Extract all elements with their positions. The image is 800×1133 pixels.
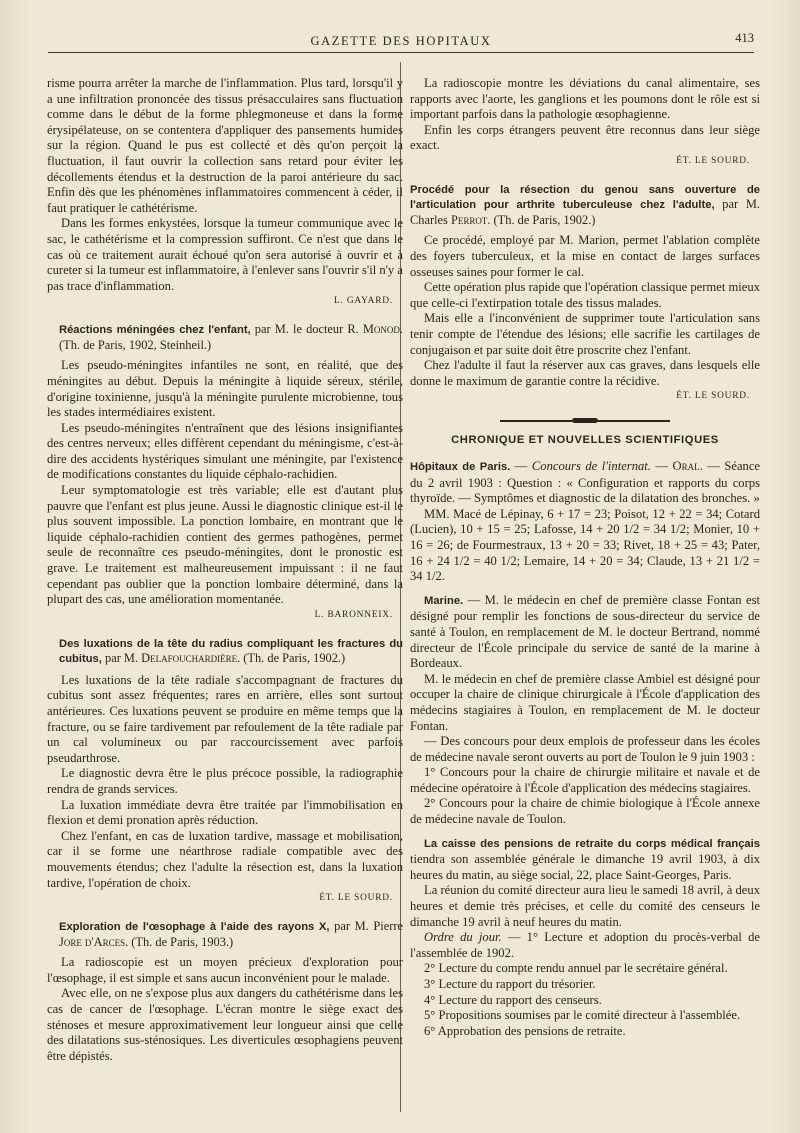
section-ornament bbox=[500, 417, 670, 425]
news-subtitle: Concours de l'internat. bbox=[531, 459, 651, 473]
page-header bbox=[48, 30, 754, 53]
news-item-hopitaux: Hôpitaux de Paris. — Concours de l'internat. — Oral. — Séance du 2 avril 1903 : Question : « Configuration et rapports du corps thyroïde. — Symptômes et diagnostic de la dilatation des bronches. » bbox=[410, 459, 761, 506]
article-author-prefix: par M. Pierre bbox=[334, 919, 403, 934]
article-author-prefix: par M. Charles bbox=[410, 197, 760, 227]
article-source: . (Th. de Paris, 1902.) bbox=[237, 651, 346, 666]
article-author-prefix: par M. bbox=[105, 651, 142, 666]
paragraph: La réunion du comité directeur aura lieu le samedi 18 avril, à deux heures et demie très précises, et celle du comité des censeurs le dimanche 19 avril à neuf heures du matin. bbox=[410, 883, 760, 929]
author-signature: L. BARONNEIX. bbox=[314, 609, 393, 620]
agenda-item: 5° Propositions soumises par le comité directeur à l'assemblée. bbox=[424, 1008, 741, 1023]
news-lead: Hôpitaux de Paris. bbox=[410, 461, 511, 473]
article-title: Réactions méningées chez l'enfant, bbox=[59, 324, 251, 337]
paragraph: — Des concours pour deux emplois de professeur dans les écoles de médecine navale seront ouverts au port de Toulon le 9 juin 1903 : bbox=[410, 734, 760, 764]
right-column bbox=[410, 76, 760, 1039]
paragraph: MM. Macé de Lépinay, 6 + 17 = 23; Poisot, 12 + 22 = 34; Cotard (Lucien), 10 + 15 = 25; Lafosse, 14 + 20 1/2 = 34 1/2; Monier, 10 + 16 = 26; de Fourmestraux, 13 + 20 = 33; Rivet, 18 + 25 = 43; Pater, 16 + 24 1/2 = 40 1/2; Lemaire, 14 + 20 = 34; Claude, 13 + 21 1/2 = 34 1/2. bbox=[410, 506, 760, 584]
news-text: Séance du 2 avril 1903 : Question : « Configuration et rapports du corps thyroïde. — Symptômes et diagnostic de la dilatation des bronches. » bbox=[410, 459, 761, 506]
paragraph: Enfin les corps étrangers peuvent être reconnus dans leur siège exact. bbox=[410, 122, 760, 153]
agenda-item: 4° Lecture du rapport des censeurs. bbox=[424, 992, 602, 1007]
left-column bbox=[47, 76, 403, 1064]
article-source: . (Th. de Paris, 1902, Steinheil.) bbox=[59, 322, 403, 352]
paragraph: 1° Concours pour la chaire de chirurgie militaire et navale et de médecine opératoire à l'École d'application des médecins stagiaires. bbox=[410, 765, 760, 795]
paragraph: La luxation immédiate devra être traitée par l'immobilisation en flexion et demi pronation après réduction. bbox=[47, 797, 403, 828]
article-title: Exploration de l'œsophage à l'aide des rayons X, bbox=[59, 921, 330, 934]
news-text: tiendra son assemblée générale le dimanche 19 avril 1903, à dix heures du matin, au siège social, 22, place Saint-Georges, Paris. bbox=[410, 852, 760, 882]
agenda-item: 6° Approbation des pensions de retraite. bbox=[424, 1023, 626, 1038]
article-source: . (Th. de Paris, 1902.) bbox=[487, 212, 596, 227]
paragraph: Leur symptomatologie est très variable; elle est d'autant plus pauvre que l'enfant est plus jeune. Aussi le diagnostic clinique est-il le plus souvent impossible. La ponction lombaire, en montrant que le liquide céphalo-rachidien contient des germes pathogènes, permet seule de reconnaître ces pseudo-méningites, dont le pronostic est grave. Le traitement est malheureusement impuissant : il ne faut cependant pas oublier que la ponction lombaire déterminé, dans la plupart des cas, une amélioration momentanée. bbox=[47, 483, 403, 607]
author-signature: L. GAYARD. bbox=[334, 296, 393, 307]
article-heading bbox=[410, 182, 760, 228]
news-oral: Oral. bbox=[672, 459, 703, 473]
paragraph: Les pseudo-méningites n'entraînent que des lésions insignifiantes des centres nerveux; elles diffèrent cependant du méningisme, c'est-à-dire des accidents hystériques simulant une méningite, par l'existence de modifications constantes du liquide céphalo-rachidien. bbox=[47, 420, 403, 482]
paragraph: Les pseudo-méningites infantiles ne sont, en réalité, que des méningites au début. Depuis la méningite à liquide séreux, stérile, d'origine toxinienne, jusqu'à la méningite purulente microbienne, tous les stades intermédiaires existent. bbox=[47, 358, 403, 420]
article-author: Jore d'Arces bbox=[59, 934, 126, 949]
agenda-intro bbox=[410, 930, 760, 961]
article-heading bbox=[47, 636, 403, 667]
paragraph: La radioscopie montre les déviations du canal alimentaire, ses rapports avec l'aorte, les ganglions et les poumons dont le rôle est si important parfois dans la pathologie œsophagienne. bbox=[410, 76, 760, 122]
spacer bbox=[410, 828, 760, 836]
paragraph: risme pourra arrêter la marche de l'inflammation. Plus tard, lorsqu'il y a une infiltration prononcée des tissus présacculaires sans fluctuation comme dans le début de la forme phlegmoneuse et dans la forme érysipélateuse, on se contentera d'appliquer des pansements humides sur la région. Quand le pus est collecté et dès qu'on perçoit la fluctuation, il faut ouvrir la collection sans retard pour éviter les décollements étendus et la destruction de la paroi antérieure du sac. Enfin dès que les phénomènes inflammatoires commencent à céder, il faut pratiquer le cathétérisme. bbox=[47, 76, 403, 215]
news-lead: Marine. bbox=[424, 594, 464, 607]
spacer bbox=[410, 585, 760, 593]
section-heading: CHRONIQUE ET NOUVELLES SCIENTIFIQUES bbox=[451, 434, 719, 447]
paragraph: Dans les formes enkystées, lorsque la tumeur communique avec le sac, le cathétérisme et la compression suffiront. Ce n'est que dans le cas où ce traitement aurait échoué qu'on sera autorisé à ouvrir et à cureter si la tumeur est inflammatoire, à l'enlever sans l'ouvrir s'il n'y a pas trace d'inflammation. bbox=[47, 216, 403, 293]
article-title: Procédé pour la résection du genou sans ouverture de l'articulation pour arthrite tuberculeuse chez l'adulte, bbox=[410, 183, 760, 212]
article-author-prefix: par M. le docteur R. bbox=[254, 322, 363, 337]
paragraph: La radioscopie est un moyen précieux d'exploration pour l'œsophage, il est simple et sans aucun inconvénient pour le malade. bbox=[47, 955, 403, 985]
paragraph: M. le médecin en chef de première classe Ambiel est désigné pour occuper la chaire de clinique chirurgicale à l'École d'application des médecins stagiaires à Toulon, en remplacement de M. le docteur Fontan. bbox=[410, 671, 760, 733]
article-author: Delafouchardière bbox=[141, 651, 238, 666]
article-title: Des luxations de la tête du radius compliquant les fractures du cubitus, bbox=[59, 637, 403, 666]
paragraph: Le diagnostic devra être le plus précoce possible, la radiographie rendra de grands services. bbox=[47, 766, 403, 796]
author-signature: ÉT. LE SOURD. bbox=[676, 391, 750, 402]
article-heading bbox=[47, 919, 403, 949]
paragraph: Les luxations de la tête radiale s'accompagnant de fractures du cubitus sont assez fréquentes; rares en arrière, elles sont surtout antérieures. Ces luxations peuvent se produire en même temps que la fracture, ou se faire tardivement par refoulement de la tête radiale par un cal volumineux ou par raccourcissement avec parfois pseudarthrose. bbox=[47, 672, 403, 765]
article-author: Perrot bbox=[450, 212, 488, 227]
paragraph: Avec elle, on ne s'expose plus aux dangers du cathétérisme dans les cas de cancer de l'œsophage. L'écran montre le siège exact des sténoses et mesure approximativement leur longueur ainsi que celle des dilatations sus-sténosiques. Les diverticules œsophagiens peuvent être dépistés. bbox=[47, 986, 403, 1063]
page-number: 413 bbox=[735, 31, 754, 45]
author-signature: ÉT. LE SOURD. bbox=[319, 893, 393, 904]
article-author: Monod bbox=[362, 322, 400, 337]
news-text: — M. le médecin en chef de première classe Fontan est désigné pour remplir les fonctions de sous-directeur du service de santé à Toulon, en remplacement de M. le docteur Bertrand, nommé directeur de l'École principale du service de santé de la marine à Bordeaux. bbox=[410, 592, 760, 671]
paragraph: Ce procédé, employé par M. Marion, permet l'ablation complète des foyers tuberculeux, et la mise en contact de larges surfaces osseuses saines pour former le cal. bbox=[410, 233, 760, 279]
agenda-item: 2° Lecture du compte rendu annuel par le secrétaire général. bbox=[424, 961, 728, 976]
article-heading bbox=[47, 322, 403, 352]
agenda-text: — 1° Lecture et adoption du procès-verbal de l'assemblée de 1902. bbox=[410, 930, 760, 960]
news-item-marine bbox=[410, 593, 760, 672]
article-source: . (Th. de Paris, 1903.) bbox=[125, 934, 234, 949]
agenda-item: 3° Lecture du rapport du trésorier. bbox=[424, 977, 596, 991]
paragraph: Mais elle a l'inconvénient de supprimer toute l'articulation sans tenir compte de l'étendue des lésions; elle sacrifie les cartilages de conjugaison et par suite doit être proscrite chez l'enfant. bbox=[410, 311, 760, 357]
paragraph: Chez l'adulte il faut la réserver aux cas graves, dans lesquels elle donne le maximum de garantie contre la récidive. bbox=[410, 358, 760, 388]
paragraph: Cette opération plus rapide que l'opération classique permet mieux que celle-ci l'extirpation totale des tissus malades. bbox=[410, 280, 760, 310]
paragraph: Chez l'enfant, en cas de luxation tardive, massage et mobilisation, car il se forme une néarthrose radiale compatible avec des mouvements étendus; chez l'adulte la résection est, dans la luxation tardive, l'opération de choix. bbox=[47, 828, 403, 890]
journal-title: GAZETTE DES HOPITAUX bbox=[310, 34, 492, 48]
paragraph: 2° Concours pour la chaire de chimie biologique à l'École annexe de médecine navale de Toulon. bbox=[410, 796, 760, 827]
agenda-label: Ordre du jour. bbox=[424, 930, 502, 945]
news-lead: La caisse des pensions de retraite du corps médical français bbox=[424, 837, 760, 850]
news-item-caisse bbox=[410, 836, 760, 884]
author-signature: ÉT. LE SOURD. bbox=[676, 155, 750, 166]
